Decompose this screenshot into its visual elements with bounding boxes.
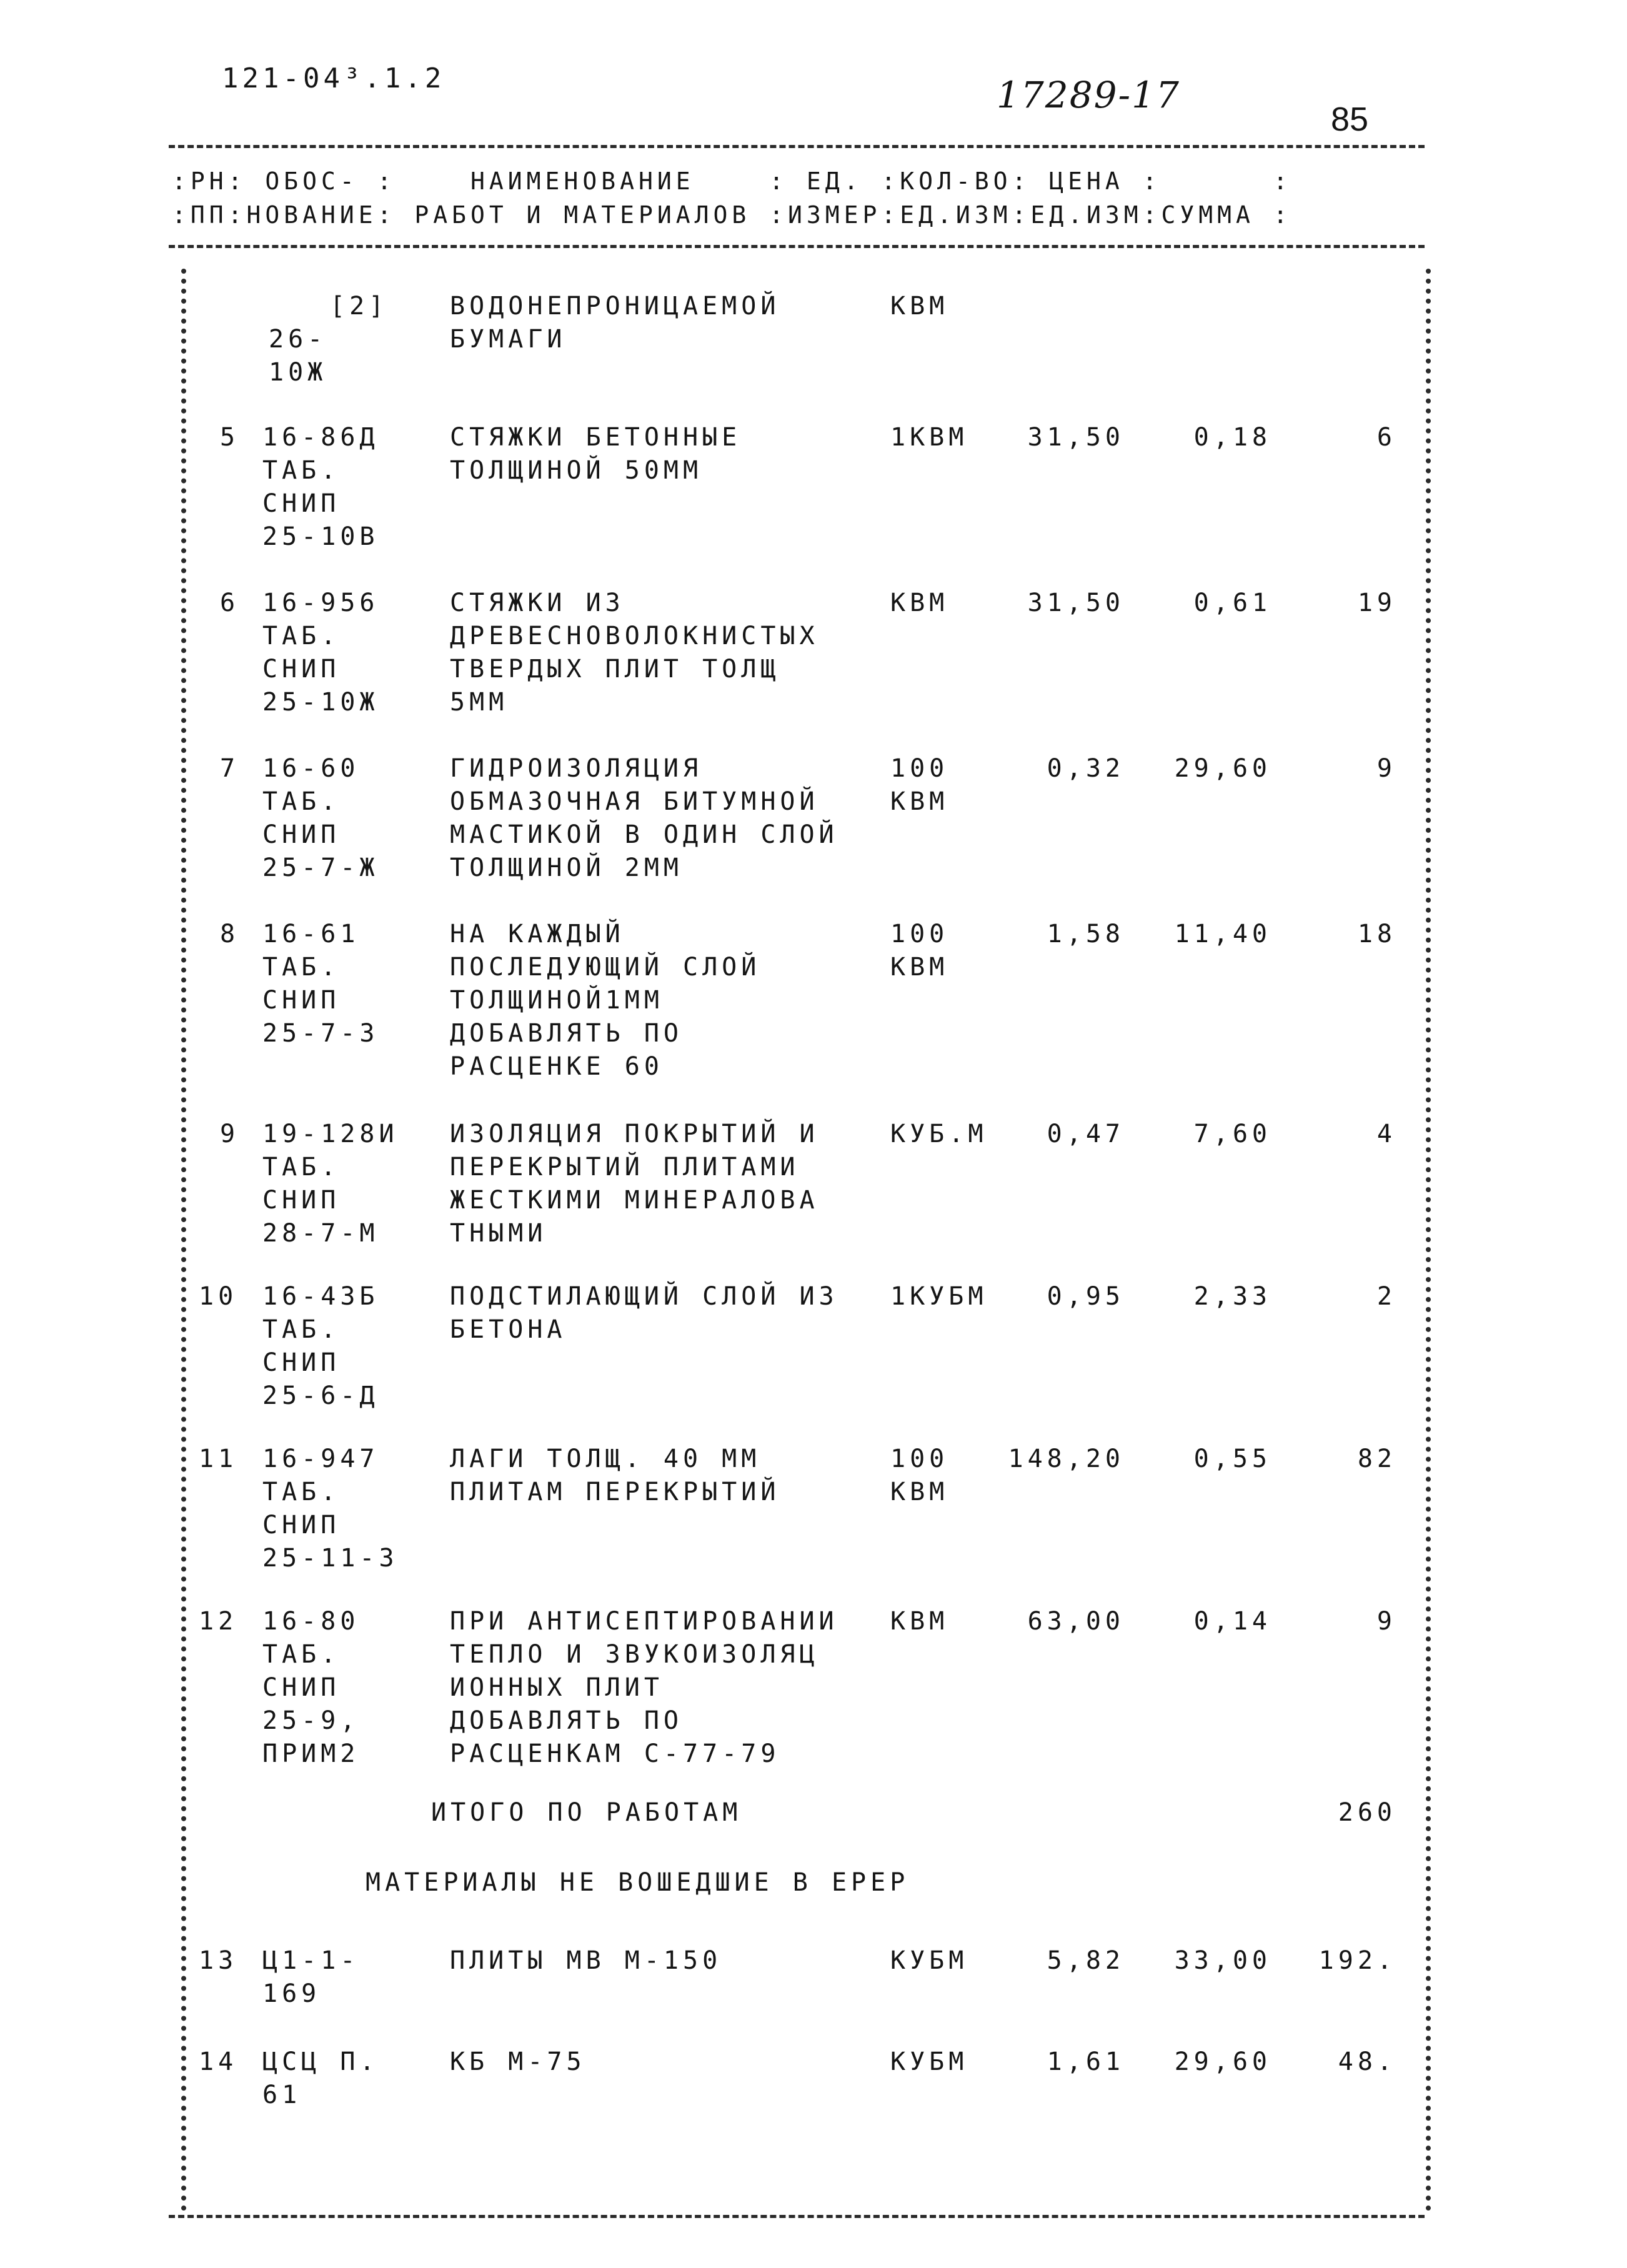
sum-cell: 2 [1376,1282,1396,1311]
description-cell: ТНЫМИ [450,1219,547,1248]
basis-cell: ТАБ. [262,456,341,485]
description-cell: ТЕПЛО И ЗВУКОИЗОЛЯЦ [450,1640,819,1669]
description-cell: ПЛИТЫ МВ М-150 [450,1946,722,1975]
price-cell: 7,60 [1193,1120,1271,1148]
description-cell: ГИДРОИЗОЛЯЦИЯ [450,754,703,783]
description-cell: РАСЦЕНКЕ 60 [450,1052,664,1081]
basis-cell: 16-947 [262,1445,379,1473]
quantity-cell: 31,50 [1027,589,1125,617]
description-cell: ПЛИТАМ ПЕРЕКРЫТИЙ [450,1478,780,1506]
description-cell: БЕТОНА [450,1315,567,1344]
basis-cell: 10Ж [269,358,327,387]
unit-cell: КВМ [890,589,949,617]
sum-cell: 18 [1357,920,1396,948]
description-cell: ВОДОНЕПРОНИЦАЕМОЙ [450,292,780,321]
unit-cell: КУБМ [890,1946,968,1975]
sum-cell: 4 [1376,1120,1396,1148]
description-cell: КБ М-75 [450,2047,586,2076]
row-number: 6 [220,589,240,617]
basis-cell: 25-10В [262,522,379,551]
basis-cell: СНИП [262,489,341,518]
description-cell: 5ММ [450,688,509,717]
description-cell: ДРЕВЕСНОВОЛОКНИСТЫХ [450,622,819,650]
left-dotted-border [181,269,186,2212]
description-cell: ПОСЛЕДУЮЩИЙ СЛОЙ [450,953,761,982]
row-number: 13 [199,1946,238,1975]
basis-cell: ТАБ. [262,1315,341,1344]
materials-heading: МАТЕРИАЛЫ НЕ ВОШЕДШИЕ В ЕРЕР [366,1868,910,1897]
sum-cell: 192. [1318,1946,1396,1975]
total-works-sum: 260 [1338,1798,1396,1827]
description-cell: ПОДСТИЛАЮЩИЙ СЛОЙ ИЗ [450,1282,838,1311]
basis-cell: 25-11-3 [262,1544,399,1573]
description-cell: ПРИ АНТИСЕПТИРОВАНИИ [450,1607,838,1636]
sum-cell: 6 [1376,423,1396,452]
basis-cell: 25-9, [262,1706,360,1735]
basis-cell: ТАБ. [262,1478,341,1506]
basis-cell: 25-6-Д [262,1381,379,1410]
basis-cell: СНИП [262,1673,341,1702]
basis-cell: 26- [269,325,327,354]
price-cell: 0,18 [1193,423,1271,452]
table-header-line-1: :РН: ОБОС- : НАИМЕНОВАНИЕ : ЕД. :КОЛ-ВО: ЦЕНА : : [172,167,1292,195]
quantity-cell: 0,47 [1047,1120,1125,1148]
document-code: 121-04³.1.2 [222,62,445,94]
basis-cell: ТАБ. [262,787,341,816]
unit-cell: КВМ [890,292,949,321]
basis-cell: СНИП [262,986,341,1015]
description-cell: ДОБАВЛЯТЬ ПО [450,1019,683,1048]
sum-cell: 82 [1357,1445,1396,1473]
description-cell: ОБМАЗОЧНАЯ БИТУМНОЙ [450,787,819,816]
row-number: 5 [220,423,240,452]
basis-cell: СНИП [262,820,341,849]
basis-cell: СНИП [262,655,341,684]
unit-cell: КУБ.М [890,1120,988,1148]
handwritten-number: 17289-17 [997,74,1180,116]
row-number: 11 [199,1445,238,1473]
row-number: 8 [220,920,240,948]
basis-cell: 25-10Ж [262,688,379,717]
basis-cell: 16-60 [262,754,360,783]
basis-cell: ТАБ. [262,1640,341,1669]
basis-cell: 28-7-М [262,1219,379,1248]
quantity-cell: 63,00 [1027,1607,1125,1636]
price-cell: 2,33 [1193,1282,1271,1311]
unit-cell: 100 [890,920,949,948]
unit-cell: 100 [890,754,949,783]
basis-cell: ТАБ. [262,953,341,982]
row-number: 12 [199,1607,238,1636]
sum-cell: 19 [1357,589,1396,617]
price-cell: 0,55 [1193,1445,1271,1473]
basis-cell: СНИП [262,1348,341,1377]
price-cell: 33,00 [1174,1946,1271,1975]
unit-cell: 1КУБМ [890,1282,988,1311]
row-number: 9 [220,1120,240,1148]
description-cell: ЖЕСТКИМИ МИНЕРАЛОВА [450,1186,819,1215]
basis-cell: 16-61 [262,920,360,948]
basis-cell: ТАБ. [262,622,341,650]
unit-cell: 1КВМ [890,423,968,452]
quantity-cell: 5,82 [1047,1946,1125,1975]
price-cell: 11,40 [1174,920,1271,948]
basis-cell: 169 [262,1979,321,2008]
price-cell: 0,14 [1193,1607,1271,1636]
unit-cell: КУБМ [890,2047,968,2076]
description-cell: ПЕРЕКРЫТИЙ ПЛИТАМИ [450,1153,800,1181]
row-number: 7 [220,754,240,783]
unit-cell: КВМ [890,953,949,982]
basis-cell: 19-128И [262,1120,399,1148]
unit-cell: КВМ [890,787,949,816]
unit-cell: 100 [890,1445,949,1473]
quantity-cell: 0,95 [1047,1282,1125,1311]
basis-cell: 25-7-3 [262,1019,379,1048]
description-cell: СТЯЖКИ БЕТОННЫЕ [450,423,742,452]
total-works-label: ИТОГО ПО РАБОТАМ [431,1798,742,1827]
basis-cell: ПРИМ2 [262,1739,360,1768]
table-header-line-2: :ПП:НОВАНИЕ: РАБОТ И МАТЕРИАЛОВ :ИЗМЕР:ЕД.ИЗМ:ЕД.ИЗМ:СУММА : [172,201,1292,229]
description-cell: БУМАГИ [450,325,567,354]
basis-cell: 61 [262,2081,302,2109]
basis-cell: 16-956 [262,589,379,617]
description-cell: НА КАЖДЫЙ [450,920,625,948]
quantity-cell: 31,50 [1027,423,1125,452]
basis-cell: ТАБ. [262,1153,341,1181]
basis-cell: 16-86Д [262,423,379,452]
description-cell: ТВЕРДЫХ ПЛИТ ТОЛЩ [450,655,780,684]
basis-cell: СНИП [262,1186,341,1215]
description-cell: ДОБАВЛЯТЬ ПО [450,1706,683,1735]
description-cell: РАСЦЕНКАМ С-77-79 [450,1739,780,1768]
description-cell: ЛАГИ ТОЛЩ. 40 ММ [450,1445,761,1473]
quantity-cell: 1,61 [1047,2047,1125,2076]
unit-cell: КВМ [890,1607,949,1636]
top-dashed-rule [169,145,1425,148]
basis-cell: [2] [330,292,389,321]
right-dotted-border [1426,269,1431,2212]
header-dashed-rule [169,245,1425,248]
sum-cell: 9 [1376,754,1396,783]
row-number: 10 [199,1282,238,1311]
price-cell: 29,60 [1174,754,1271,783]
basis-cell: 16-43Б [262,1282,379,1311]
description-cell: МАСТИКОЙ В ОДИН СЛОЙ [450,820,838,849]
page-number: 85 [1331,101,1369,138]
description-cell: ТОЛЩИНОЙ 50ММ [450,456,703,485]
basis-cell: ЦСЦ П. [262,2047,379,2076]
description-cell: ТОЛЩИНОЙ 2ММ [450,853,683,882]
description-cell: ТОЛЩИНОЙ1ММ [450,986,664,1015]
row-number: 14 [199,2047,238,2076]
bottom-dashed-rule [169,2215,1425,2218]
quantity-cell: 148,20 [1008,1445,1125,1473]
basis-cell: 16-80 [262,1607,360,1636]
description-cell: ИОННЫХ ПЛИТ [450,1673,664,1702]
unit-cell: КВМ [890,1478,949,1506]
basis-cell: СНИП [262,1511,341,1539]
description-cell: ИЗОЛЯЦИЯ ПОКРЫТИЙ И [450,1120,819,1148]
sum-cell: 9 [1376,1607,1396,1636]
quantity-cell: 0,32 [1047,754,1125,783]
basis-cell: 25-7-Ж [262,853,379,882]
sum-cell: 48. [1338,2047,1396,2076]
price-cell: 0,61 [1193,589,1271,617]
description-cell: СТЯЖКИ ИЗ [450,589,625,617]
quantity-cell: 1,58 [1047,920,1125,948]
basis-cell: Ц1-1- [262,1946,360,1975]
price-cell: 29,60 [1174,2047,1271,2076]
